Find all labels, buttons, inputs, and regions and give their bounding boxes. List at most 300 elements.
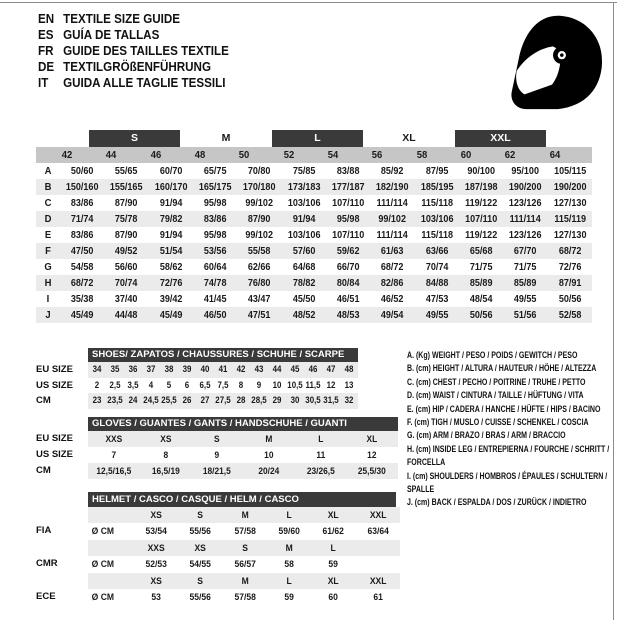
language-label: GUIDE DES TAILLES TEXTILE [63, 44, 229, 58]
table-cell: 45/49 [70, 309, 94, 321]
table-row [36, 393, 358, 409]
table-cell: 54/55 [189, 559, 212, 570]
table-cell: 87/90 [115, 229, 138, 241]
table-cell: 83/86 [70, 229, 94, 241]
table-cell: 44/48 [115, 309, 138, 321]
table-cell: 103/106 [287, 197, 321, 209]
table-row [36, 556, 400, 572]
table-cell: 34 [92, 364, 102, 374]
legend-item: F. (cm) TIGH / MUSLO / CUISSE / SCHENKEL / COSCIA [407, 417, 589, 428]
table-cell: 85/89 [469, 277, 493, 289]
table-row [36, 195, 592, 211]
table-cell: 71/75 [469, 261, 493, 273]
table-cell: 47/50 [70, 245, 94, 257]
table-cell: 8 [238, 379, 244, 390]
table-cell: 45 [290, 364, 300, 374]
table-cell: 51/54 [159, 245, 183, 257]
table-cell: 84/88 [425, 277, 449, 289]
table-cell: 80/84 [336, 277, 360, 289]
table-cell: 99/102 [245, 197, 274, 209]
table-cell: 60/64 [203, 261, 227, 273]
table-cell: 12,5/16,5 [96, 466, 132, 476]
row-label: C [44, 197, 52, 209]
table-cell: 91/94 [159, 197, 183, 209]
table-cell: 24,5 [143, 395, 159, 405]
table-cell: 11,5 [305, 379, 321, 390]
table-cell: XS [159, 434, 172, 444]
table-row [36, 275, 592, 291]
table-cell: 85/92 [381, 165, 404, 177]
table-cell: 187/198 [464, 181, 498, 193]
table-cell: 119/122 [465, 229, 498, 241]
row-values [88, 393, 358, 409]
size-band-xxl: XXL [455, 130, 547, 147]
table-cell: 59 [328, 559, 339, 570]
table-cell: 10,5 [287, 379, 303, 390]
table-cell: 53 [151, 591, 161, 602]
table-cell: 95/98 [203, 197, 227, 209]
table-cell: 55/56 [189, 591, 212, 602]
table-cell: 64/68 [292, 261, 316, 273]
size-column-header: 62 [505, 149, 516, 161]
table-cell: 46/52 [381, 293, 404, 305]
table-cell: L [317, 434, 324, 444]
table-cell: 91/94 [292, 213, 316, 225]
table-cell: 107/110 [465, 213, 498, 225]
table-cell: 70/74 [115, 277, 138, 289]
diameter-label: Ø CM [91, 526, 115, 537]
table-row [36, 211, 592, 227]
row-values [88, 378, 358, 394]
table-cell: 79/82 [159, 213, 183, 225]
legend-item: H. (cm) INSIDE LEG / ENTREPIERNA / FOURCHE / SCHRITT / FORCELLA [407, 443, 610, 468]
language-code: IT [38, 76, 49, 90]
row-label: A [44, 165, 52, 177]
table-cell: 182/190 [376, 181, 409, 193]
empty-cell [88, 573, 130, 589]
size-column-header: 44 [106, 149, 117, 161]
table-cell: 16,5/19 [151, 466, 180, 476]
row-label [36, 573, 88, 589]
table-cell: 53/54 [145, 526, 167, 537]
size-label-cell: XXL [369, 510, 387, 520]
table-cell: 85/89 [514, 277, 537, 289]
table-cell: 25,5/30 [358, 466, 387, 476]
size-column-header: 54 [327, 149, 339, 161]
row-label: CMR [36, 558, 58, 570]
table-cell: 111/114 [376, 197, 409, 209]
size-header-values [88, 573, 400, 589]
table-cell: 155/165 [110, 181, 143, 193]
table-cell: 60/70 [159, 165, 183, 177]
table-cell: 27,5 [215, 395, 231, 405]
table-cell: 23/26,5 [306, 466, 335, 476]
row-values [88, 431, 398, 447]
diameter-label: Ø CM [91, 591, 115, 602]
table-cell: 48/52 [292, 309, 316, 321]
legend-item: B. (cm) HEIGHT / ALTURA / HAUTEUR / HÖHE / ALTEZZA [407, 363, 597, 374]
table-cell: 68/72 [381, 261, 404, 273]
table-cell: 50/56 [469, 309, 493, 321]
size-label-cell: S [197, 575, 204, 586]
table-cell: 55/56 [189, 526, 212, 537]
legend-item: E. (cm) HIP / CADERA / HANCHE / HÜFTE / HIPS / BACINO [407, 403, 601, 414]
table-cell: 107/110 [332, 229, 365, 241]
table-cell: 46/50 [203, 309, 227, 321]
table-cell: 10 [264, 450, 274, 460]
size-column-header: 52 [283, 149, 294, 161]
table-cell: 5 [166, 379, 172, 390]
language-row [38, 75, 229, 91]
helmet-icon [497, 12, 609, 114]
table-cell: 56/60 [115, 261, 138, 273]
table-cell: 75/85 [292, 165, 316, 177]
table-cell: 48 [344, 364, 354, 374]
language-label: GUIDA ALLE TAGLIE TESSILI [63, 76, 226, 90]
table-cell: 49/55 [425, 309, 449, 321]
table-row [36, 259, 592, 275]
table-cell: 45/49 [159, 309, 183, 321]
table-cell: 127/130 [553, 197, 587, 209]
empty-cell [88, 540, 130, 556]
table-cell: 63/64 [367, 526, 389, 537]
table-row [36, 378, 358, 394]
language-header [38, 11, 243, 91]
table-cell: 46/51 [336, 293, 360, 305]
table-row [36, 179, 592, 195]
legend-item: G. (cm) ARM / BRAZO / BRAS / ARM / BRACCIO [407, 430, 566, 441]
table-cell: 59 [284, 591, 294, 602]
table-cell: 57/58 [234, 591, 256, 602]
size-header-values [88, 507, 400, 523]
row-label: I [46, 293, 50, 305]
language-row [38, 11, 229, 27]
row-label: US SIZE [36, 379, 73, 391]
language-code: DE [38, 60, 55, 74]
table-cell: 9 [256, 379, 262, 390]
size-column-header: 60 [460, 149, 472, 161]
size-label-cell: S [241, 542, 248, 553]
size-label-cell: M [241, 510, 249, 520]
table-cell: 43 [254, 364, 264, 374]
helmet-size-table [36, 492, 400, 605]
table-cell: 177/187 [331, 181, 365, 193]
table-cell: XL [366, 434, 378, 444]
table-cell: 65/68 [469, 245, 493, 257]
legend-item: A. (Kg) WEIGHT / PESO / POIDS / GEWITCH / PESO [407, 350, 578, 360]
table-cell: S [214, 434, 220, 444]
language-label: TEXTILGRÖßENFÜHRUNG [63, 60, 212, 74]
legend-item: J. (cm) BACK / ESPALDA / DOS / ZURÜCK / INDIETRO [407, 497, 587, 508]
table-cell: 115/119 [553, 213, 586, 225]
measurement-legend [407, 349, 612, 510]
table-cell: 37 [146, 364, 156, 374]
size-label-cell: XXL [369, 575, 387, 586]
table-cell: 47/51 [248, 309, 271, 321]
table-cell: 170/180 [243, 181, 276, 193]
size-label-cell: XS [150, 575, 162, 586]
row-label: EU SIZE [36, 433, 73, 444]
table-cell: 127/130 [553, 229, 587, 241]
table-cell: 7,5 [217, 379, 229, 390]
table-cell: 8 [163, 450, 168, 460]
language-row [38, 27, 229, 43]
table-cell: 32 [344, 395, 354, 405]
table-cell: 76/80 [248, 277, 271, 289]
table-cell: 111/114 [509, 213, 542, 225]
shoes-table-title: SHOES/ ZAPATOS / CHAUSSURES / SCHUHE / SCARPE [88, 348, 358, 362]
language-code: FR [38, 44, 54, 58]
table-cell: 68/72 [558, 245, 582, 257]
size-column-header-row [36, 147, 592, 163]
table-cell: 119/122 [465, 197, 498, 209]
frame-border-top [0, 2, 617, 3]
table-cell: 44 [272, 364, 282, 374]
empty-cell [88, 507, 130, 523]
gloves-size-table [36, 417, 398, 479]
table-cell: 41/45 [203, 293, 227, 305]
table-cell: 103/106 [287, 229, 321, 241]
row-values [88, 556, 400, 572]
row-label [36, 507, 88, 523]
row-label: H [44, 277, 52, 289]
table-cell: XXS [105, 434, 123, 444]
table-cell: 46 [308, 364, 318, 374]
row-label: J [45, 309, 51, 321]
language-code: EN [38, 12, 55, 26]
table-cell: 23 [92, 395, 102, 405]
table-cell: 61 [373, 591, 383, 602]
row-values [88, 523, 400, 539]
table-cell: 11 [316, 450, 325, 460]
table-cell: 12 [326, 379, 336, 390]
size-column-header: 58 [416, 149, 427, 161]
table-cell: 43/47 [248, 293, 271, 305]
table-cell: 49/55 [514, 293, 537, 305]
size-label-cell: XXS [147, 542, 165, 553]
table-row [36, 243, 592, 259]
frame-border-right [613, 2, 614, 620]
table-cell: 29 [272, 395, 282, 405]
table-cell: 20/24 [258, 466, 280, 476]
table-cell: 115/118 [420, 197, 453, 209]
table-cell: 54/58 [70, 261, 94, 273]
table-cell: 95/98 [203, 229, 227, 241]
table-cell: 185/195 [420, 181, 454, 193]
table-cell: 83/86 [203, 213, 227, 225]
table-cell: 51/56 [514, 309, 537, 321]
table-cell: 58 [284, 559, 294, 570]
helmet-size-header-row [36, 540, 400, 556]
table-cell: 95/100 [511, 165, 540, 177]
table-row [36, 447, 398, 463]
table-cell: 72/76 [558, 261, 582, 273]
table-cell: 9 [214, 450, 220, 460]
table-cell: 70/74 [425, 261, 449, 273]
table-cell: 7 [111, 450, 117, 460]
gloves-table-title: GLOVES / GUANTES / GANTS / HANDSCHUHE / GUANTI [88, 417, 398, 431]
table-cell: 37/40 [115, 293, 138, 305]
row-label: US SIZE [36, 449, 73, 460]
table-cell: 61/62 [322, 526, 345, 537]
table-cell: 99/102 [245, 229, 274, 241]
table-cell: 123/126 [509, 229, 542, 241]
table-cell: 25,5 [161, 395, 177, 405]
table-cell: 13 [344, 379, 354, 390]
table-cell: 150/160 [65, 181, 99, 193]
table-cell: 90/100 [467, 165, 495, 177]
size-label-cell: L [286, 510, 292, 520]
table-cell: 111/114 [376, 229, 409, 241]
language-row [38, 59, 229, 75]
legend-item: I. (cm) SHOULDERS / HOMBROS / ÉPAULES / SCHULTERN / SPALLE [407, 470, 608, 495]
language-code: ES [38, 28, 54, 42]
table-cell: 91/94 [159, 229, 183, 241]
table-cell: 59/60 [278, 526, 300, 537]
table-cell: 53/56 [203, 245, 227, 257]
diameter-label: Ø CM [91, 559, 115, 570]
table-cell: 38 [164, 364, 174, 374]
size-column-header: 48 [194, 149, 206, 161]
table-row [36, 463, 398, 479]
size-header-values [88, 540, 400, 556]
table-cell: 56/57 [234, 559, 256, 570]
table-cell: 12 [367, 450, 377, 460]
size-column-header: 42 [61, 149, 73, 161]
table-row [36, 291, 592, 307]
table-cell: 2,5 [109, 379, 121, 390]
table-cell: 63/66 [425, 245, 449, 257]
row-label: B [44, 181, 52, 193]
table-cell: 66/70 [336, 261, 360, 273]
table-cell: 87/90 [115, 197, 138, 209]
row-label: EU SIZE [36, 364, 73, 375]
table-cell: 47/53 [425, 293, 449, 305]
table-cell: 36 [128, 364, 138, 374]
table-cell: 49/54 [381, 309, 404, 321]
row-label: CM [36, 465, 51, 476]
table-row [36, 163, 592, 179]
size-label-cell: XS [150, 510, 162, 520]
table-cell: 47 [326, 364, 336, 374]
size-band-s: S [89, 130, 181, 147]
table-cell: 107/110 [332, 197, 365, 209]
row-label: ECE [36, 590, 56, 602]
table-cell: 2 [94, 379, 100, 390]
table-cell: 6,5 [199, 379, 211, 390]
helmet-size-header-row [36, 507, 400, 523]
table-row [36, 589, 400, 605]
table-row [36, 431, 398, 447]
table-cell: 99/102 [378, 213, 407, 225]
language-row [38, 43, 229, 59]
table-row [36, 227, 592, 243]
table-cell: 123/126 [509, 197, 542, 209]
table-cell: 103/106 [420, 213, 454, 225]
table-cell: 60 [328, 591, 339, 602]
table-cell: 75/78 [115, 213, 138, 225]
table-cell: 59/62 [336, 245, 360, 257]
table-cell: 10 [272, 379, 282, 390]
table-cell: 160/170 [154, 181, 188, 193]
table-cell: 95/98 [336, 213, 360, 225]
table-cell: 83/88 [336, 165, 360, 177]
row-label: E [44, 229, 52, 241]
table-cell: 83/86 [70, 197, 94, 209]
helmet-size-header-row [36, 573, 400, 589]
row-label: F [45, 245, 51, 257]
table-cell: 48/53 [336, 309, 360, 321]
table-cell: 57/58 [234, 526, 256, 537]
row-label: FIA [36, 525, 52, 537]
table-cell: 173/183 [287, 181, 321, 193]
table-cell: 70/80 [248, 165, 271, 177]
table-cell: 67/70 [514, 245, 537, 257]
table-cell: 78/82 [292, 277, 316, 289]
table-cell: 74/78 [203, 277, 227, 289]
table-cell: 71/75 [514, 261, 537, 273]
textile-size-table [36, 130, 592, 323]
size-column-header: 56 [372, 149, 383, 161]
table-cell: 52/53 [145, 559, 167, 570]
corner-cell [36, 147, 58, 163]
row-values [88, 447, 398, 463]
size-band-xl: XL [402, 132, 416, 144]
row-label [36, 540, 88, 556]
table-cell: 72/76 [159, 277, 183, 289]
size-column-header: 50 [239, 149, 250, 161]
table-cell: 87/91 [558, 277, 582, 289]
table-cell: 27 [200, 395, 210, 405]
table-cell: 65/75 [203, 165, 227, 177]
table-cell: 190/200 [509, 181, 542, 193]
table-cell: 61/63 [381, 245, 404, 257]
helmet-table-title: HELMET / CASCO / CASQUE / HELM / CASCO [88, 492, 396, 507]
table-cell: 49/52 [115, 245, 138, 257]
row-label: D [44, 213, 52, 225]
size-band-m: M [221, 132, 231, 144]
table-cell: 87/90 [248, 213, 271, 225]
table-cell: 71/74 [70, 213, 94, 225]
table-cell: 190/200 [553, 181, 587, 193]
row-values [88, 362, 358, 378]
table-cell: 50/60 [70, 165, 94, 177]
table-cell: 87/95 [425, 165, 449, 177]
table-cell: 26 [182, 395, 192, 405]
table-cell: M [265, 434, 273, 444]
table-cell: 28,5 [251, 395, 267, 405]
row-label: G [44, 261, 52, 273]
table-cell: 41 [218, 364, 228, 374]
table-cell: 45/50 [292, 293, 316, 305]
table-cell: 31,5 [323, 395, 339, 405]
table-cell: 55/65 [115, 165, 138, 177]
table-cell: 50/56 [558, 293, 582, 305]
size-label-cell: XS [194, 542, 207, 553]
size-label-cell: XL [328, 575, 339, 586]
table-cell: 68/72 [70, 277, 94, 289]
row-label: CM [36, 395, 51, 406]
table-row [36, 362, 358, 378]
size-label-cell: M [285, 542, 293, 553]
table-cell: 105/115 [553, 165, 586, 177]
table-cell: 3,5 [127, 379, 139, 390]
size-label-cell: S [197, 510, 204, 520]
table-cell: 40 [200, 364, 210, 374]
table-cell: 4 [148, 379, 154, 390]
size-band-l: L [272, 130, 364, 147]
size-label-cell: XL [328, 510, 339, 520]
